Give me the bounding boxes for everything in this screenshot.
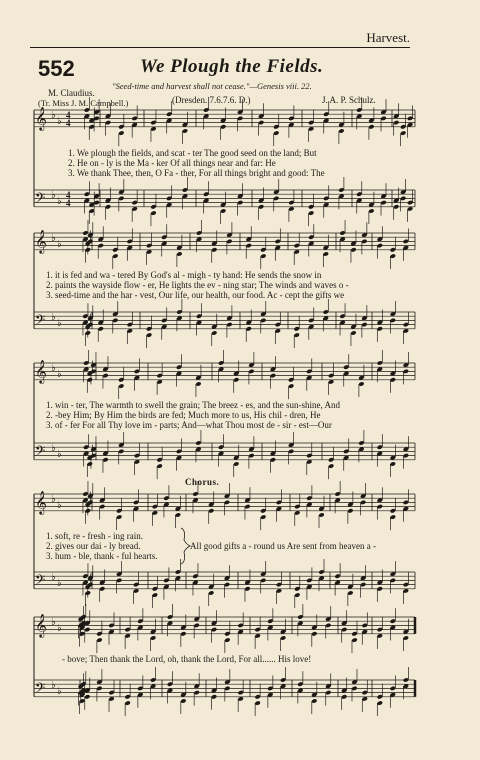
hymn-title: We Plough the Fields. xyxy=(140,56,324,77)
bass-clef: 𝄢 xyxy=(35,190,46,209)
flat-sign: ♭ xyxy=(51,494,56,505)
lyric-line: 3. of - fer For all Thy love im - parts; And—what Thou most de - sir - est—Our xyxy=(46,420,332,430)
treble-clef: 𝄞 xyxy=(35,359,47,383)
treble-clef: 𝄞 xyxy=(35,613,47,637)
flat-sign: ♭ xyxy=(51,617,56,628)
translator-credit: (Tr. Miss J. M. Campbell.) xyxy=(38,98,129,108)
chorus-lyric: All good gifts a - round us Are sent from heaven a - xyxy=(190,541,376,551)
lyric-line: 1. win - ter, The warmth to swell the grain; The breez - es, and the sun-shine, And xyxy=(46,400,340,410)
time-signature: 4 xyxy=(66,198,71,208)
lyric-line: 3. We thank Thee, then, O Fa - ther, For all things bright and good: The xyxy=(68,168,325,178)
treble-clef: 𝄞 xyxy=(35,229,47,253)
lyric-line: 3. hum - ble, thank - ful hearts. xyxy=(46,551,158,561)
flat-sign: ♭ xyxy=(51,363,56,374)
flat-sign: ♭ xyxy=(57,318,62,329)
flat-sign: ♭ xyxy=(51,680,56,691)
flat-sign: ♭ xyxy=(57,196,62,207)
lyric-line: 1. it is fed and wa - tered By God's al - migh - ty hand: He sends the snow in xyxy=(46,270,322,280)
flat-sign: ♭ xyxy=(57,116,62,127)
flat-sign: ♭ xyxy=(51,312,56,323)
bass-clef: 𝄢 xyxy=(35,572,46,591)
flat-sign: ♭ xyxy=(57,369,62,380)
flat-sign: ♭ xyxy=(51,233,56,244)
hymn-number: 552 xyxy=(38,56,75,81)
bass-clef: 𝄢 xyxy=(35,680,46,699)
lyric-line: 2. -bey Him; By Him the birds are fed; Much more to us, His chil - dren, He xyxy=(46,410,321,420)
treble-clef: 𝄞 xyxy=(35,490,47,514)
lyric-line: 1. soft, re - fresh - ing rain. xyxy=(46,531,143,541)
section-heading: Harvest. xyxy=(366,30,410,45)
lyric-line: - bove; Then thank the Lord, oh, thank the Lord, For all...... His love! xyxy=(62,654,312,664)
composer-credit: J. A. P. Schulz. xyxy=(322,95,376,105)
time-signature: 4 xyxy=(66,110,71,120)
time-signature: 4 xyxy=(66,118,71,128)
flat-sign: ♭ xyxy=(51,190,56,201)
bass-clef: 𝄢 xyxy=(35,312,46,331)
flat-sign: ♭ xyxy=(57,578,62,589)
flat-sign: ♭ xyxy=(51,572,56,583)
time-signature: 4 xyxy=(66,190,71,200)
tune-name: (Dresden. 7.6.7.6. D.) xyxy=(172,95,251,105)
author-credit: M. Claudius. xyxy=(48,88,95,98)
chorus-brace xyxy=(181,528,190,564)
treble-clef: 𝄞 xyxy=(35,106,47,130)
lyric-line: 2. paints the wayside flow - er, He lights the ev - ning star; The winds and waves o - xyxy=(46,280,349,290)
lyric-line: 2. gives our dai - ly bread. xyxy=(46,541,141,551)
flat-sign: ♭ xyxy=(57,500,62,511)
lyric-line: 1. We plough the fields, and scat - ter The good seed on the land; But xyxy=(68,148,317,158)
lyric-line: 2. He on - ly is the Ma - ker Of all things near and far: He xyxy=(68,158,276,168)
flat-sign: ♭ xyxy=(51,443,56,454)
flat-sign: ♭ xyxy=(57,686,62,697)
epigraph: "Seed-time and harvest shall not cease."—Genesis viii. 22. xyxy=(112,81,312,91)
flat-sign: ♭ xyxy=(57,623,62,634)
lyric-line: 3. seed-time and the har - vest, Our life, our health, our food. Ac - cept the gifts we xyxy=(46,290,345,300)
flat-sign: ♭ xyxy=(57,239,62,250)
flat-sign: ♭ xyxy=(57,449,62,460)
bass-clef: 𝄢 xyxy=(35,443,46,462)
flat-sign: ♭ xyxy=(51,110,56,121)
chorus-label: Chorus. xyxy=(185,477,220,487)
